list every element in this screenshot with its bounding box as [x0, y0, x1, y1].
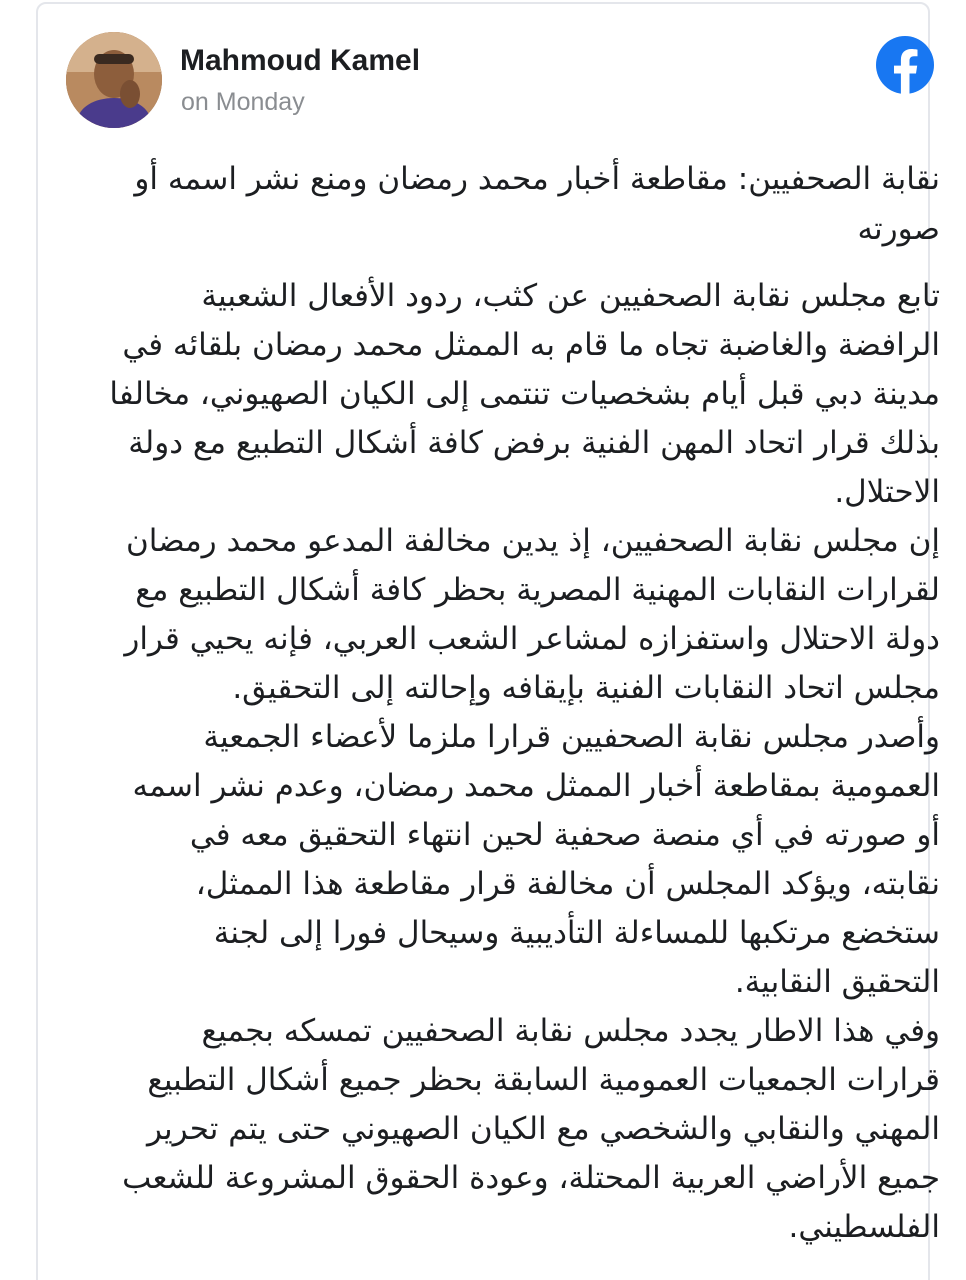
facebook-post-card: [36, 2, 940, 1280]
profile-photo: [66, 32, 162, 128]
avatar[interactable]: [66, 32, 162, 128]
post-paragraph: إن مجلس نقابة الصحفيين، إذ يدين مخالفة المدعو محمد رمضان لقرارات النقابات المهنية المصرية بحظر كافة أشكال التطبيع مع دولة الاحتلال واستفزازه لمشاعر الشعب العربي، فإنه يحيي قرار مجلس اتحاد النقابات الفنية بإيقافه وإحالته إلى التحقيق.: [124, 523, 940, 706]
post-header: [66, 32, 906, 132]
facebook-icon: [876, 36, 934, 94]
post-paragraph: تابع مجلس نقابة الصحفيين عن كثب، ردود الأفعال الشعبية الرافضة والغاضبة تجاه ما قام به الممثل محمد رمضان بلقائه في مدينة دبي قبل أيام بشخصيات تنتمى إلى الكيان الصهيوني، مخالفا بذلك قرار اتحاد المهن الفنية برفض كافة أشكال التطبيع مع دولة الاحتلال.: [109, 278, 940, 510]
post-text: [108, 154, 940, 1252]
post-paragraph: وفي هذا الاطار يجدد مجلس نقابة الصحفيين تمسكه بجميع قرارات الجمعيات العمومية السابقة بحظر جميع أشكال التطبيع المهني والنقابي والشخصي مع الكيان الصهيوني حتى يتم تحرير جميع الأراضي العربية المحتلة، وعودة الحقوق المشروعة للشعب الفلسطيني.: [122, 1013, 940, 1245]
post-headline: نقابة الصحفيين: مقاطعة أخبار محمد رمضان ومنع نشر اسمه أو صورته: [134, 161, 940, 247]
post-timestamp[interactable]: on Monday: [181, 88, 305, 116]
post-paragraph: وأصدر مجلس نقابة الصحفيين قرارا ملزما لأعضاء الجمعية العمومية بمقاطعة أخبار الممثل محمد رمضان، وعدم نشر اسمه أو صورته في أي منصة صحفية لحين انتهاء التحقيق معه في نقابته، ويؤكد المجلس أن مخالفة قرار مقاطعة هذا الممثل، ستخضع مرتكبها للمساءلة التأديبية وسيحال فورا إلى لجنة التحقيق النقابية.: [132, 719, 940, 1000]
author-name[interactable]: Mahmoud Kamel: [180, 44, 421, 77]
